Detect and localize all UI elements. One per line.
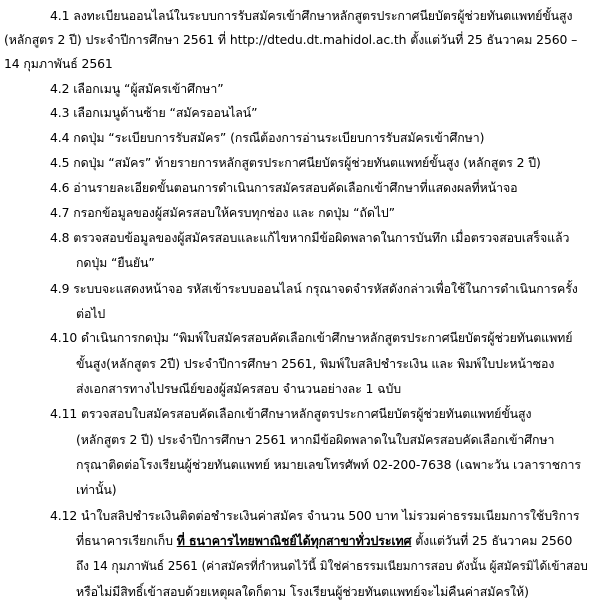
item-4-12-line-4: หรือไม่มีสิทธิ์เข้าสอบด้วยเหตุผลใดก็ตาม โรงเรียนผู้ช่วยทันตแพทย์จะไม่คืนค่าสมัครให้) bbox=[76, 584, 529, 599]
item-4-10-line-2: ขั้นสูง(หลักสูตร 2ปี) ประจำปีการศึกษา 2561, พิมพ์ใบสลิปชำระเงิน และ พิมพ์ใบปะหน้าซอง bbox=[76, 356, 555, 371]
item-4-6: 4.6 อ่านรายละเอียดขั้นตอนการดำเนินการสมัครสอบคัดเลือกเข้าศึกษาที่แสดงผลที่หน้าจอ bbox=[50, 180, 518, 195]
bank-fee-text: ที่ธนาคารเรียกเก็บ bbox=[76, 533, 177, 548]
item-4-1-line-3: 14 กุมภาพันธ์ 2561 bbox=[4, 56, 113, 71]
item-4-5: 4.5 กดปุ่ม “สมัคร” ท้ายรายการหลักสูตรประกาศนียบัตรผู้ช่วยทันตแพทย์ขั้นสูง (หลักสูตร 2 ปี) bbox=[50, 155, 541, 170]
item-4-7: 4.7 กรอกข้อมูลของผู้สมัครสอบให้ครบทุกช่อง และ กดปุ่ม “ถัดไป” bbox=[50, 205, 395, 220]
item-4-12-line-3: ถึง 14 กุมภาพันธ์ 2561 (ค่าสมัครที่กำหนดไว้นี้ มิใช่ค่าธรรมเนียมการสอบ ดังนั้น ผู้สมัครมิได้เข้าสอบ bbox=[76, 559, 588, 573]
bank-name-emphasis: ที่ ธนาคารไทยพาณิชย์ได้ทุกสาขาทั่วประเทศ bbox=[176, 533, 412, 548]
item-4-2: 4.2 เลือกเมนู “ผู้สมัครเข้าศึกษา” bbox=[50, 81, 224, 96]
item-4-9-line-2: ต่อไป bbox=[76, 306, 106, 321]
start-date-text: ตั้งแต่วันที่ 25 ธันวาคม 2560 bbox=[411, 533, 573, 548]
item-4-3: 4.3 เลือกเมนูด้านซ้าย “สมัครออนไลน์” bbox=[50, 105, 258, 120]
item-4-11-line-4: เท่านั้น) bbox=[76, 482, 117, 497]
item-4-10-line-1: 4.10 ดำเนินการกดปุ่ม “พิมพ์ใบสมัครสอบคัดเลือกเข้าศึกษาหลักสูตรประกาศนียบัตรผู้ช่วยทันตแพทย์ bbox=[50, 330, 573, 345]
item-4-8-line-1: 4.8 ตรวจสอบข้อมูลของผู้สมัครสอบและแก้ไขหากมีข้อผิดพลาดในการบันทึก เมื่อตรวจสอบเสร็จแล้ว bbox=[50, 230, 570, 245]
item-4-12-line-2 bbox=[76, 533, 572, 549]
item-4-8-line-2: กดปุ่ม “ยืนยัน” bbox=[76, 255, 155, 270]
item-4-10-line-3: ส่งเอกสารทางไปรษณีย์ของผู้สมัครสอบ จำนวนอย่างละ 1 ฉบับ bbox=[76, 381, 402, 396]
item-4-12-line-1: 4.12 นำใบสลิปชำระเงินติดต่อชำระเงินค่าสมัคร จำนวน 500 บาท ไม่รวมค่าธรรมเนียมการใช้บริการ bbox=[50, 508, 580, 523]
item-4-4: 4.4 กดปุ่ม “ระเบียบการรับสมัคร” (กรณีต้องการอ่านระเบียบการรับสมัครเข้าศึกษา) bbox=[50, 130, 485, 145]
item-4-11-line-3: กรุณาติดต่อโรงเรียนผู้ช่วยทันตแพทย์ หมายเลขโทรศัพท์ 02-200-7638 (เฉพาะวัน เวลาราชการ bbox=[76, 457, 581, 472]
item-4-1-line-2: (หลักสูตร 2 ปี) ประจำปีการศึกษา 2561 ที่ http://dtedu.dt.mahidol.ac.th ตั้งแต่วันที่ 25 ธันวาคม 2560 – bbox=[4, 32, 578, 47]
item-4-11-line-2: (หลักสูตร 2 ปี) ประจำปีการศึกษา 2561 หากมีข้อผิดพลาดในใบสมัครสอบคัดเลือกเข้าศึกษา bbox=[76, 432, 555, 447]
item-4-9-line-1: 4.9 ระบบจะแสดงหน้าจอ รหัสเข้าระบบออนไลน์ กรุณาจดจำรหัสดังกล่าวเพื่อใช้ในการดำเนินการครั้ง bbox=[50, 281, 578, 296]
item-4-11-line-1: 4.11 ตรวจสอบใบสมัครสอบคัดเลือกเข้าศึกษาหลักสูตรประกาศนียบัตรผู้ช่วยทันตแพทย์ขั้นสูง bbox=[50, 406, 532, 421]
item-4-1-line-1: 4.1 ลงทะเบียนออนไลน์ในระบบการรับสมัครเข้าศึกษาหลักสูตรประกาศนียบัตรผู้ช่วยทันตแพทย์ขั้นสูง bbox=[50, 8, 573, 23]
